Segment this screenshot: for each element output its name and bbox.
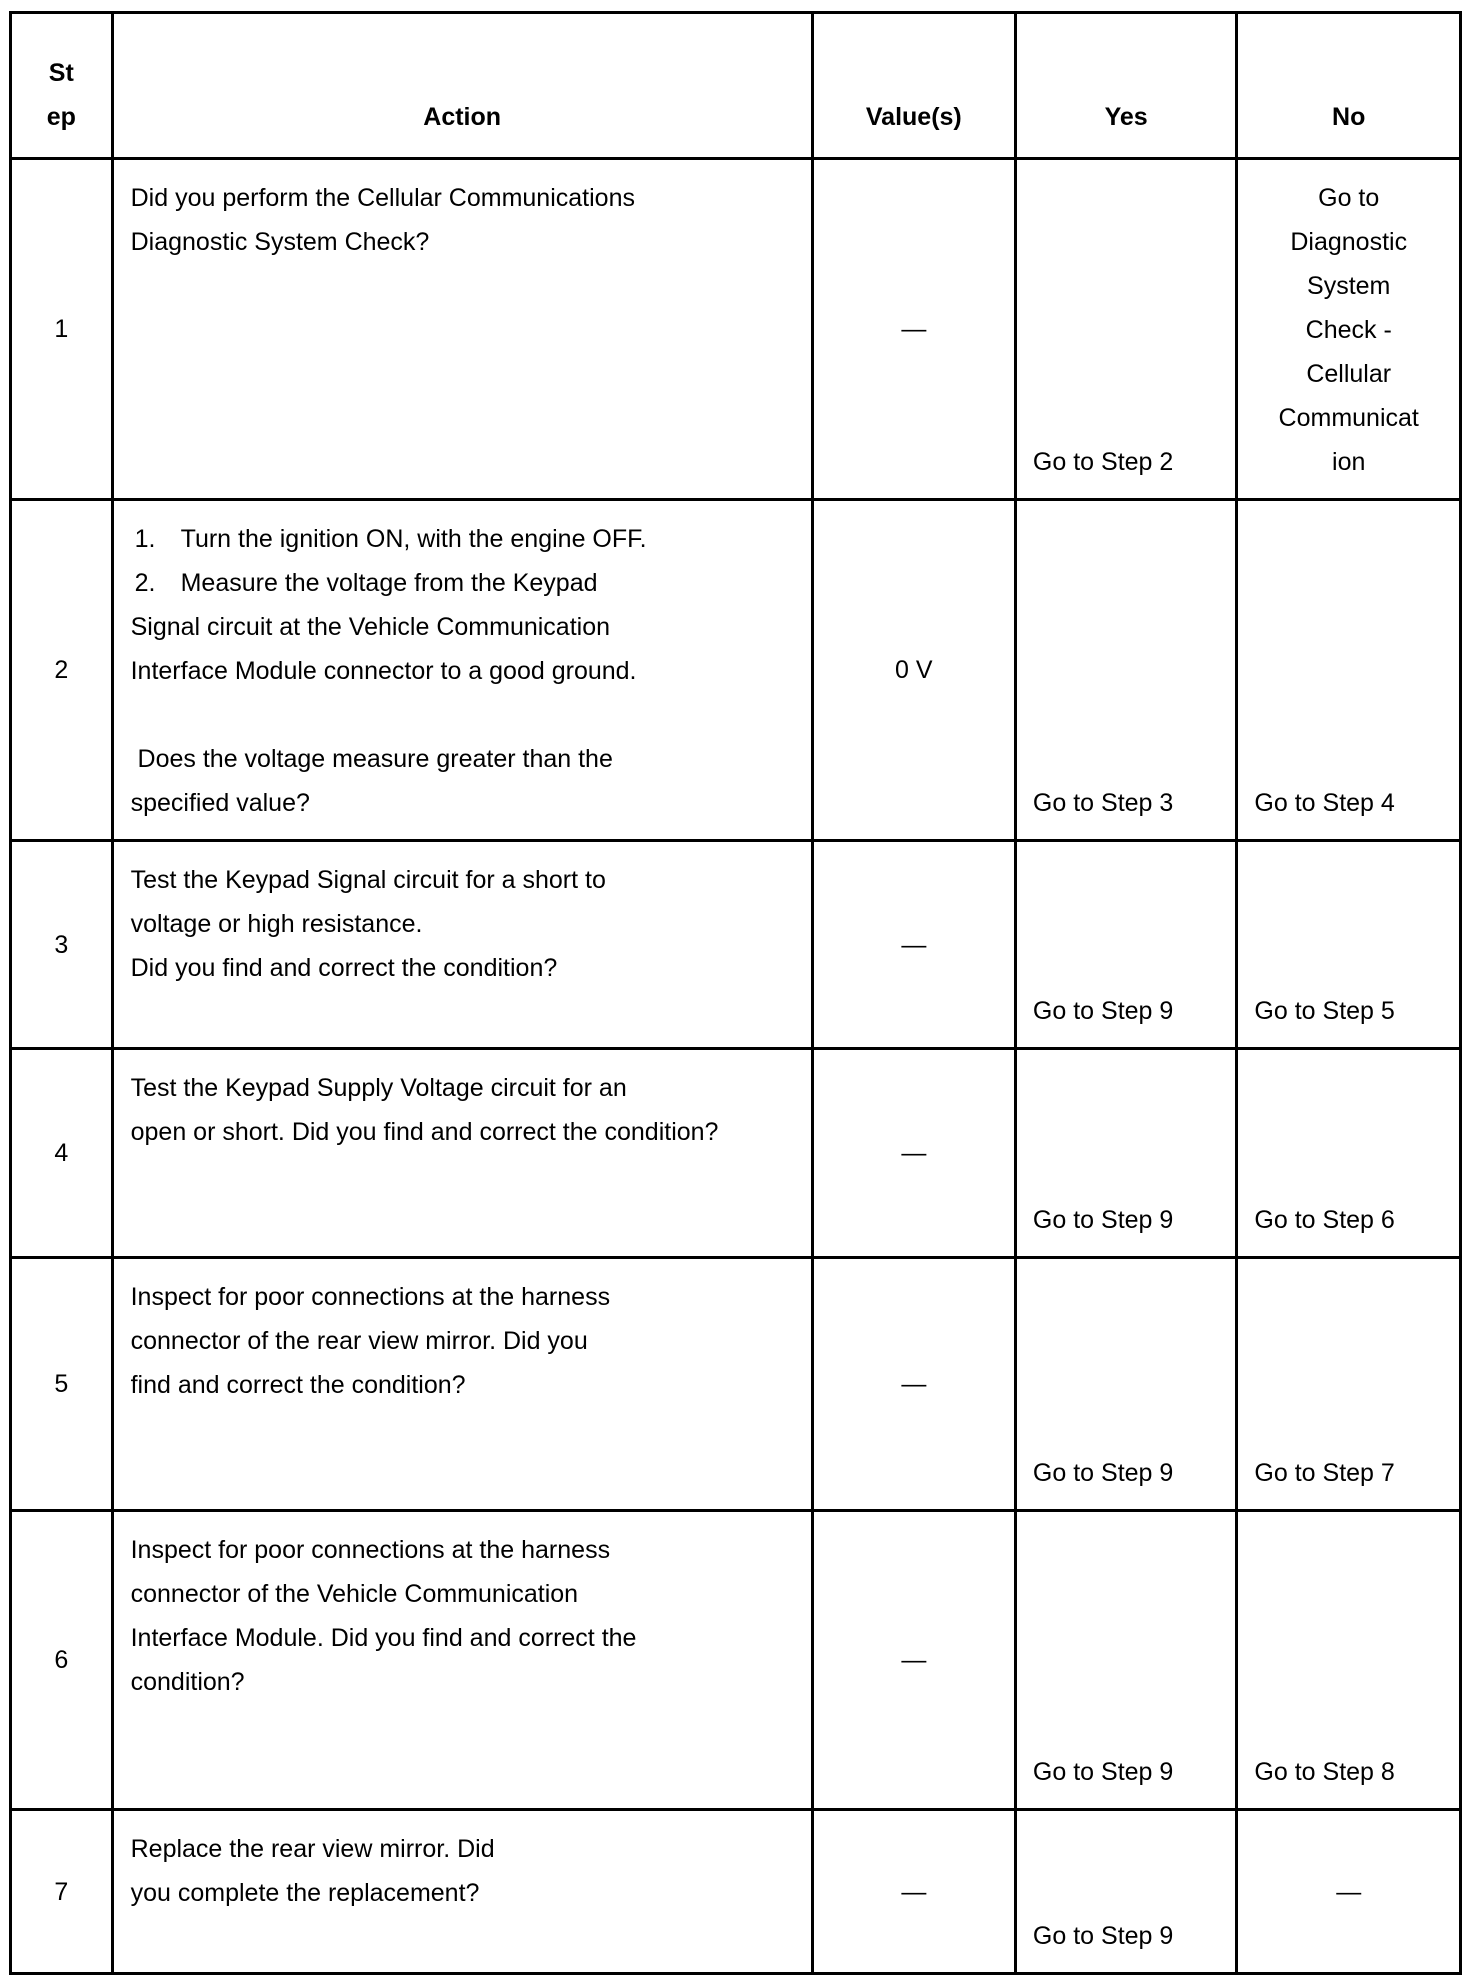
no-line: Cellular [1306,360,1392,388]
yes-link[interactable]: Go to Step 3 [1015,500,1237,841]
header-step-line1: St [48,59,74,87]
step-number: 3 [11,841,113,1049]
action-cell [112,1258,812,1511]
no-cell: — [1237,1810,1461,1974]
spacer [131,693,801,737]
yes-link[interactable]: Go to Step 9 [1015,841,1237,1049]
action-cell [112,159,812,500]
action-line: connector of the rear view mirror. Did you [130,1327,588,1355]
step-number: 7 [11,1810,113,1974]
action-question-line: specified value? [130,789,310,817]
no-link[interactable]: Go to Step 6 [1237,1049,1461,1258]
no-link[interactable] [1237,159,1461,500]
step-number: 6 [11,1511,113,1810]
action-step-num: 2. [134,569,156,597]
step-number: 1 [11,159,113,500]
yes-link[interactable]: Go to Step 2 [1015,159,1237,500]
header-action: Action [112,13,812,159]
action-line: Replace the rear view mirror. Did [130,1835,495,1863]
action-step-item [131,561,801,605]
value-cell: — [812,1049,1015,1258]
value-cell: 0 V [812,500,1015,841]
action-line: Inspect for poor connections at the harness [130,1283,611,1311]
table-row [11,1258,1461,1511]
step-number: 2 [11,500,113,841]
yes-link[interactable]: Go to Step 9 [1015,1511,1237,1810]
no-line: Check - [1305,316,1392,344]
header-step [11,13,113,159]
step-number: 5 [11,1258,113,1511]
diagnostic-table [9,11,1462,1975]
action-line: Did you find and correct the condition? [130,954,558,982]
header-value: Value(s) [812,13,1015,159]
action-cell [112,841,812,1049]
action-step-text: Turn the ignition ON, with the engine OFF. [180,525,647,553]
action-cell [112,500,812,841]
table-row [11,841,1461,1049]
action-line: Signal circuit at the Vehicle Communication [130,613,611,641]
action-cell [112,1511,812,1810]
step-number: 4 [11,1049,113,1258]
action-line: Test the Keypad Supply Voltage circuit for an [130,1074,627,1102]
action-steps-list [131,517,801,605]
action-line: Interface Module connector to a good ground. [130,657,637,685]
header-yes: Yes [1015,13,1237,159]
no-line: Diagnostic [1290,228,1408,256]
action-line: Did you perform the Cellular Communications [130,184,635,212]
action-cell [112,1049,812,1258]
value-cell: — [812,159,1015,500]
no-link[interactable]: Go to Step 4 [1237,500,1461,841]
table-row [11,1810,1461,1974]
no-line: Communicat [1278,404,1419,432]
action-line: connector of the Vehicle Communication [130,1580,579,1608]
yes-link[interactable]: Go to Step 9 [1015,1810,1237,1974]
action-line: voltage or high resistance. [130,910,423,938]
action-line: open or short. Did you find and correct the condition? [130,1118,719,1146]
table-row [11,159,1461,500]
header-step-line2: ep [46,103,76,131]
no-link[interactable]: Go to Step 8 [1237,1511,1461,1810]
action-step-item [131,517,801,561]
action-line: find and correct the condition? [130,1371,466,1399]
table-row [11,1511,1461,1810]
yes-link[interactable]: Go to Step 9 [1015,1049,1237,1258]
table-row [11,500,1461,841]
action-line: Diagnostic System Check? [130,228,430,256]
value-cell: — [812,1511,1015,1810]
action-question-line: Does the voltage measure greater than the [130,745,613,773]
action-line: Inspect for poor connections at the harness [130,1536,611,1564]
header-row [11,13,1461,159]
action-line: Test the Keypad Signal circuit for a short to [130,866,606,894]
action-step-num: 1. [134,525,156,553]
action-line: Interface Module. Did you find and correct the [130,1624,637,1652]
no-line: System [1307,272,1391,300]
header-no: No [1237,13,1461,159]
action-line: condition? [130,1668,245,1696]
value-cell: — [812,1258,1015,1511]
action-step-text: Measure the voltage from the Keypad [180,569,598,597]
value-cell: — [812,841,1015,1049]
no-link[interactable]: Go to Step 5 [1237,841,1461,1049]
value-cell: — [812,1810,1015,1974]
yes-link[interactable]: Go to Step 9 [1015,1258,1237,1511]
action-line: you complete the replacement? [130,1879,480,1907]
no-line: Go to [1318,184,1380,212]
no-line: ion [1332,448,1366,476]
no-link[interactable]: Go to Step 7 [1237,1258,1461,1511]
action-cell [112,1810,812,1974]
table-row [11,1049,1461,1258]
